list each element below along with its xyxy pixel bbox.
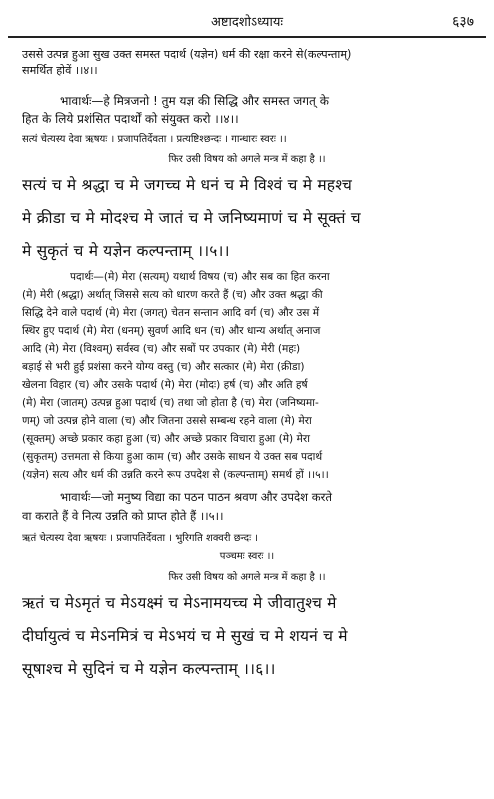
padartha-line: आदि (मे) मेरा (विश्वम्) सर्वस्व (च) और सबों पर उपकार (मे) मेरी (महः) bbox=[22, 343, 301, 355]
mantra-line: ऋतं च मेऽमृतं च मेऽयक्ष्मं च मेऽनामयच्च मे जीवातुश्च मे bbox=[22, 594, 337, 612]
header-rule bbox=[8, 36, 486, 38]
mantra-line: मे सुकृतं च मे यज्ञेन कल्पन्ताम् ।।५।। bbox=[22, 242, 230, 260]
text-line: उससे उत्पन्न हुआ सुख उक्त समस्त पदार्थ (यज्ञेन) धर्म की रक्षा करने से(कल्पन्ताम्) bbox=[22, 48, 352, 61]
padartha-line: (यज्ञेन) सत्य और धर्म की उन्नति करने रूप उपदेश से (कल्पन्ताम्) समर्थ हों ।।५।। bbox=[22, 469, 329, 481]
padartha-line: बड़ाई से भरी हुई प्रशंसा करने योग्य वस्तु (च) और सत्कार (मे) मेरा (क्रीडा) bbox=[22, 361, 305, 373]
bhavartha-line: भावार्थः—जो मनुष्य विद्या का पठन पाठन श्रवण और उपदेश करते bbox=[60, 490, 332, 504]
context-line: फिर उसी विषय को अगले मन्त्र में कहा है ।। bbox=[168, 154, 326, 165]
context-line: फिर उसी विषय को अगले मन्त्र में कहा है ।। bbox=[168, 572, 326, 583]
rishi-devata-line: ऋतं चेत्यस्य देवा ऋषयः । प्रजापतिर्देवता । भुरिगति शक्वरी छन्दः । bbox=[22, 533, 259, 544]
page-number: ६३७ bbox=[452, 14, 474, 30]
padartha-line: पदार्थः—(मे) मेरा (सत्यम्) यथार्थ विषय (च) और सब का हित करना bbox=[70, 271, 330, 283]
page-header bbox=[0, 12, 494, 34]
padartha-line: सिद्धि देने वाले पदार्थ (मे) मेरा (जगत्) चेतन सन्तान आदि वर्ग (च) और उस में bbox=[22, 307, 320, 319]
padartha-line: (सुकृतम्) उत्तमता से किया हुआ काम (च) और उसके साधन ये उक्त सब पदार्थ bbox=[22, 451, 323, 463]
padartha-line: णम्) जो उत्पन्न होने वाला (च) और जितना उससे सम्बन्ध रहने वाला (मे) मेरा bbox=[22, 415, 312, 427]
bhavartha-line: वा कराते हैं वे नित्य उन्नति को प्राप्त होते हैं ।।५।। bbox=[22, 509, 224, 523]
mantra-line: सूषाश्च मे सुदिनं च मे यज्ञेन कल्पन्ताम् ।।६।। bbox=[22, 660, 276, 678]
chapter-title: अष्टादशोऽध्यायः bbox=[210, 15, 284, 30]
mantra-line: मे क्रीडा च मे मोदश्च मे जातं च मे जनिष्यमाणं च मे सूक्तं च bbox=[22, 209, 361, 227]
padartha-line: (मे) मेरी (श्रद्धा) अर्थात् जिससे सत्य को धारण करते हैं (च) और उक्त श्रद्धा की bbox=[22, 289, 323, 301]
mantra-line: दीर्घायुत्वं च मेऽनमित्रं च मेऽभयं च मे सुखं च मे शयनं च मे bbox=[22, 627, 348, 645]
padartha-line: (सूक्तम्) अच्छे प्रकार कहा हुआ (च) और अच्छे प्रकार विचारा हुआ (मे) मेरा bbox=[22, 433, 310, 445]
rishi-devata-line: सत्यं चेत्यस्य देवा ऋषयः । प्रजापतिर्देवता । प्रत्यष्टिश्छन्दः । गान्धारः स्वरः ।। bbox=[22, 134, 287, 145]
padartha-line: (मे) मेरा (जातम्) उत्पन्न हुआ पदार्थ (च) तथा जो होता है (च) मेरा (जनिष्यमा- bbox=[22, 397, 319, 409]
mantra-line: सत्यं च मे श्रद्धा च मे जगच्च मे धनं च मे विश्वं च मे महश्च bbox=[22, 176, 353, 194]
padartha-line: स्थिर हुए पदार्थ (मे) मेरा (धनम्) सुवर्ण आदि धन (च) और धान्य अर्थात् अनाज bbox=[22, 325, 321, 337]
text-line: समर्थित होवें ।।४।। bbox=[22, 64, 98, 77]
svara-line: पञ्चमः स्वरः ।। bbox=[219, 551, 275, 562]
padartha-line: खेलना विहार (च) और उसके पदार्थ (मे) मेरा (मोदः) हर्ष (च) और अति हर्ष bbox=[22, 379, 308, 391]
bhavartha-line: हित के लिये प्रशंसित पदार्थों को संयुक्त करो ।।४।। bbox=[22, 112, 239, 126]
bhavartha-line: भावार्थः—हे मित्रजनो ! तुम यज्ञ की सिद्धि और समस्त जगत् के bbox=[60, 94, 329, 108]
